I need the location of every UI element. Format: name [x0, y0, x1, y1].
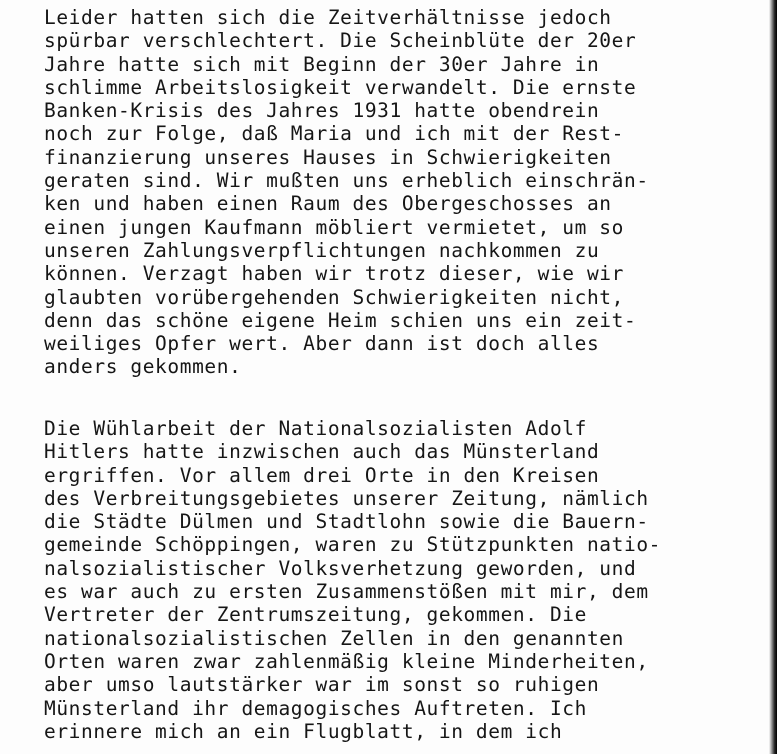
text-line: finanzierung unseres Hauses in Schwierigkeiten [44, 145, 612, 169]
text-line: Münsterland ihr demagogisches Auftreten. Ich [44, 696, 587, 720]
text-line: Die Wühlarbeit der Nationalsozialisten Adolf [44, 417, 587, 440]
text-line: können. Verzagt haben wir trotz dieser, wie wir [44, 262, 624, 286]
text-line: erinnere mich an ein Flugblatt, in dem ich [44, 719, 563, 743]
text-line: aber umso lautstärker war im sonst so ruhigen [44, 673, 600, 697]
scan-edge-shadow [769, 0, 777, 754]
text-line: noch zur Folge, daß Maria und ich mit der Rest- [44, 122, 624, 146]
text-line: Orten waren zwar zahlenmäßig kleine Minderheiten, [44, 649, 649, 673]
text-line: Hitlers hatte inzwischen auch das Münsterland [44, 440, 600, 464]
text-line: spürbar verschlechtert. Die Scheinblüte der 20er [44, 29, 637, 53]
text-line: denn das schöne eigene Heim schien uns ein zeit- [44, 308, 637, 332]
text-line: die Städte Dülmen und Stadtlohn sowie die Bauern- [44, 510, 649, 534]
text-line: nationalsozialistischen Zellen in den genannten [44, 626, 624, 650]
text-line: schlimme Arbeitslosigkeit verwandelt. Die ernste [44, 75, 637, 99]
text-line: Banken-Krisis des Jahres 1931 hatte obendrein [44, 99, 600, 123]
text-line: gemeinde Schöppingen, waren zu Stützpunkten natio- [44, 533, 661, 557]
text-line: ken und haben einen Raum des Obergeschosses an [44, 192, 612, 216]
text-line: Jahre hatte sich mit Beginn der 30er Jahre in [44, 52, 600, 76]
text-line: des Verbreitungsgebietes unserer Zeitung, nämlich [44, 486, 649, 510]
text-line: es war auch zu ersten Zusammenstößen mit mir, dem [44, 580, 649, 604]
text-line: geraten sind. Wir mußten uns erheblich einschrän- [44, 169, 649, 193]
text-line: glaubten vorübergehenden Schwierigkeiten nicht, [44, 285, 624, 309]
text-line: weiliges Opfer wert. Aber dann ist doch alles [44, 332, 600, 356]
text-line: einen jungen Kaufmann möbliert vermietet, um so [44, 215, 624, 239]
text-line: anders gekommen. [44, 355, 242, 379]
text-line: Leider hatten sich die Zeitverhältnisse jedoch [44, 6, 612, 29]
text-line: nalsozialistischer Volksverhetzung geworden, und [44, 556, 637, 580]
paragraph-1 [44, 6, 777, 379]
text-line: Vertreter der Zentrumszeitung, gekommen. Die [44, 603, 587, 627]
text-line: unseren Zahlungsverpflichtungen nachkommen zu [44, 238, 600, 262]
paragraph-2 [44, 417, 777, 743]
text-line: ergriffen. Vor allem drei Orte in den Kreisen [44, 463, 600, 487]
